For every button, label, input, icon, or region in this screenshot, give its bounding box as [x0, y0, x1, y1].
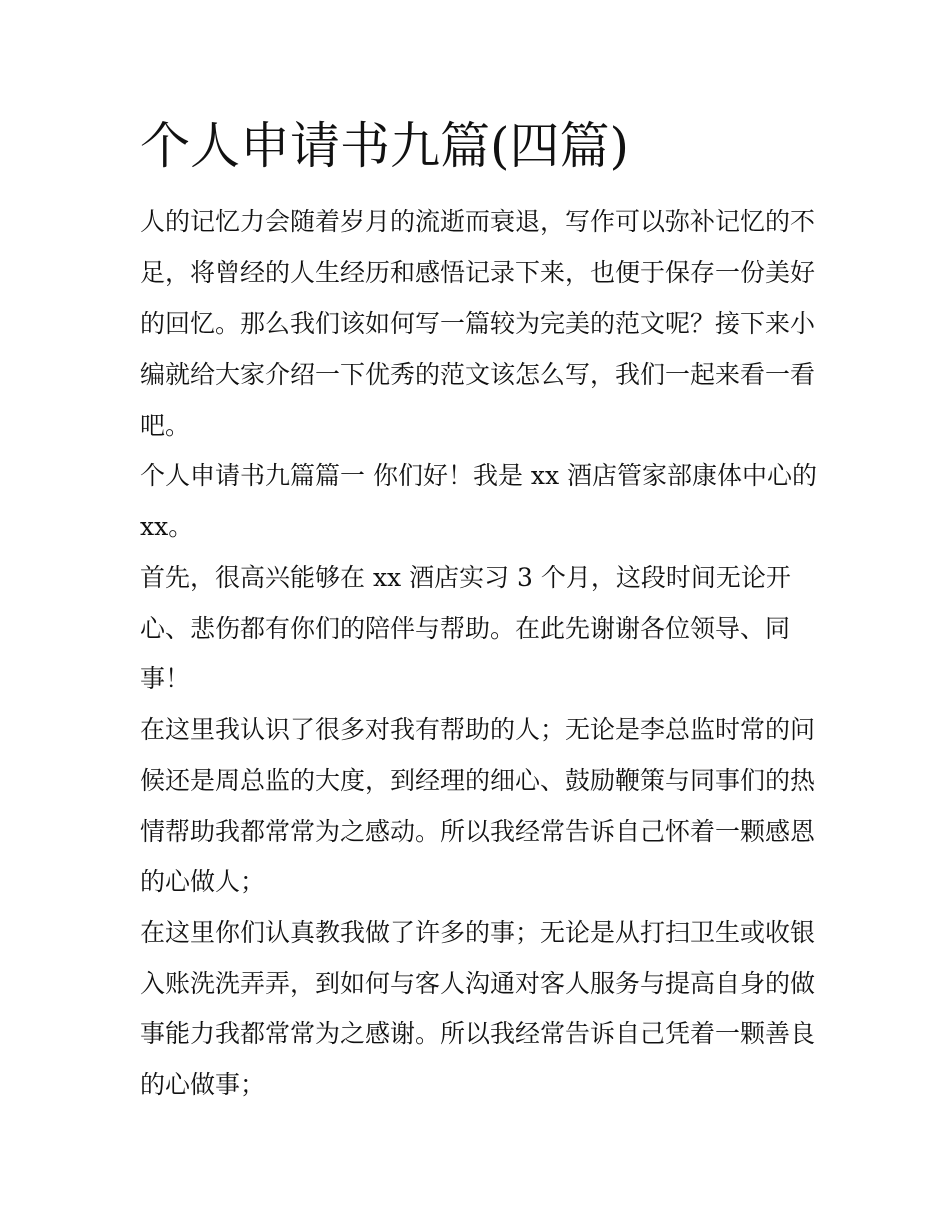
paragraph-line: 入账洗洗弄弄，到如何与客人沟通对客人服务与提高自身的做: [140, 969, 816, 998]
paragraph-line: 在这里你们认真教我做了许多的事；无论是从打扫卫生或收银: [140, 918, 816, 947]
paragraph-line: 人的记忆力会随着岁月的流逝而衰退，写作可以弥补记忆的不: [140, 207, 816, 236]
paragraph-line: 情帮助我都常常为之感动。所以我经常告诉自己怀着一颗感恩: [140, 817, 816, 846]
paragraph-line: 足，将曾经的人生经历和感悟记录下来，也便于保存一份美好: [140, 258, 816, 287]
paragraph-line: 事！: [140, 664, 191, 693]
paragraph-line: 的心做事；: [140, 1070, 266, 1099]
paragraph-line: 事能力我都常常为之感谢。所以我经常告诉自己凭着一颗善良: [140, 1019, 816, 1048]
paragraph-line: 个人申请书九篇篇一 你们好！我是 xx 酒店管家部康体中心的: [140, 461, 818, 490]
paragraph-line: 心、悲伤都有你们的陪伴与帮助。在此先谢谢各位领导、同: [140, 614, 791, 643]
paragraph-line: 吧。: [140, 411, 191, 440]
paragraph-line: xx。: [140, 512, 194, 541]
paragraph-line: 的心做人；: [140, 867, 266, 896]
paragraph-line: 编就给大家介绍一下优秀的范文该怎么写，我们一起来看一看: [140, 360, 816, 389]
paragraph-line: 的回忆。那么我们该如何写一篇较为完美的范文呢？接下来小: [140, 309, 816, 338]
paragraph-line: 候还是周总监的大度，到经理的细心、鼓励鞭策与同事们的热: [140, 766, 816, 795]
paragraph-line: 首先，很高兴能够在 xx 酒店实习 3 个月，这段时间无论开: [140, 563, 791, 592]
paragraph-line: 在这里我认识了很多对我有帮助的人；无论是李总监时常的问: [140, 715, 816, 744]
document-title: 个人申请书九篇(四篇): [140, 117, 630, 175]
